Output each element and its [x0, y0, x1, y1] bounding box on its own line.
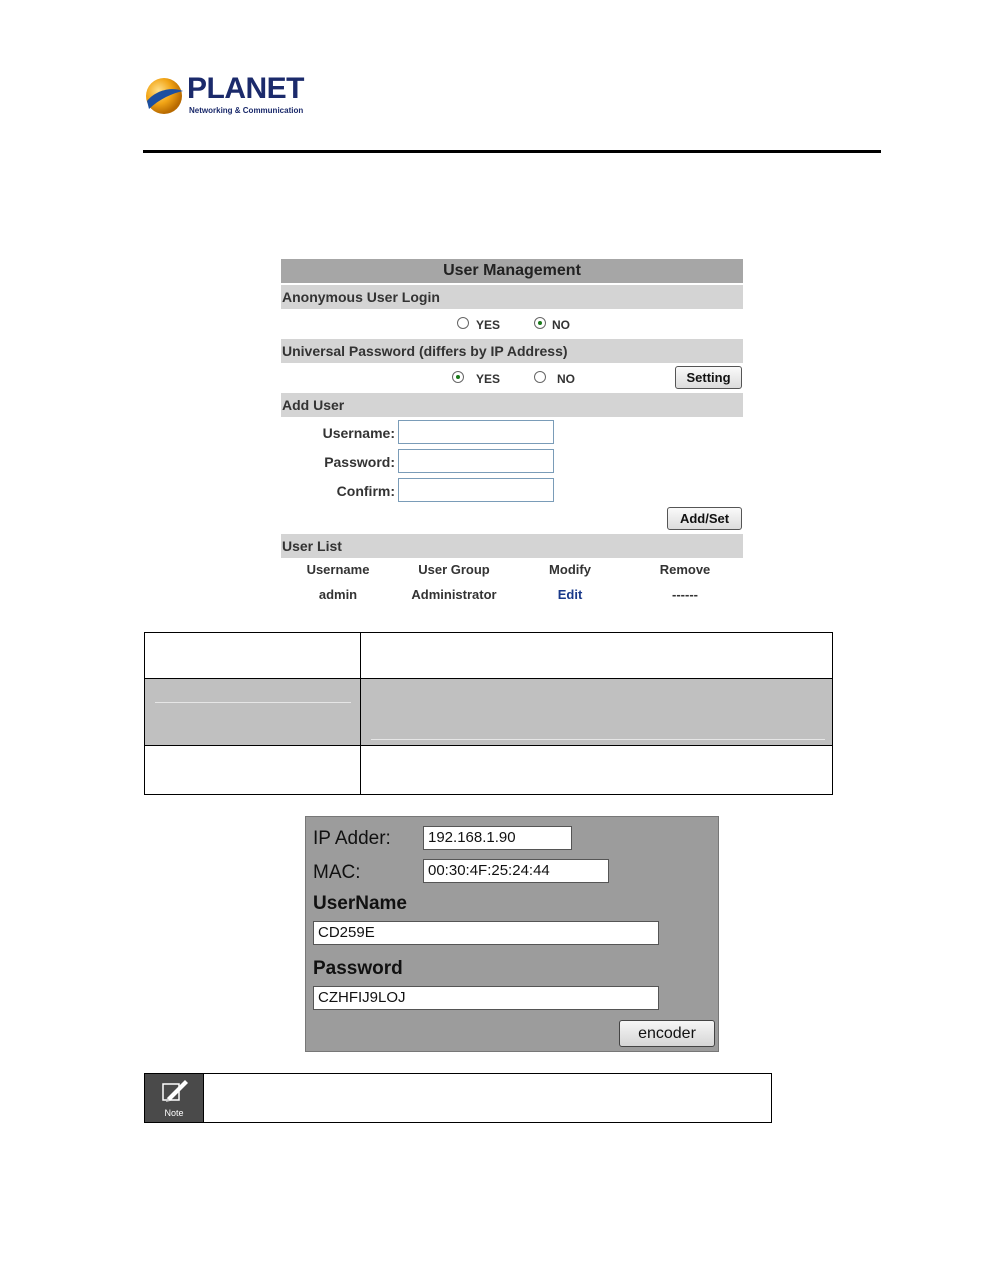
- section-anonymous-login: [281, 285, 743, 309]
- edit-user-link[interactable]: Edit: [557, 587, 583, 602]
- encoder-button[interactable]: encoder: [619, 1020, 715, 1047]
- pencil-icon: [145, 1074, 203, 1110]
- table-cell: [145, 633, 361, 678]
- section-label: User List: [282, 538, 342, 554]
- header-divider: [143, 150, 881, 153]
- table-row: [145, 633, 832, 678]
- password-label: Password:: [324, 454, 395, 470]
- confirm-label: Confirm:: [336, 483, 395, 499]
- ip-input[interactable]: 192.168.1.90: [423, 826, 572, 850]
- universal-no-radio[interactable]: [534, 371, 546, 383]
- anonymous-yes-radio[interactable]: [457, 317, 469, 329]
- username-input[interactable]: [398, 420, 554, 444]
- brand-name: PLANET: [187, 72, 304, 105]
- add-set-button[interactable]: Add/Set: [667, 507, 742, 530]
- cell-divider: [371, 739, 825, 740]
- column-header-user-group: User Group: [418, 562, 490, 577]
- section-label: Anonymous User Login: [282, 289, 440, 305]
- section-label: Add User: [282, 397, 345, 413]
- encoder-username-input[interactable]: CD259E: [313, 921, 659, 945]
- description-table: [144, 632, 833, 795]
- row-user-group: Administrator: [411, 587, 497, 602]
- section-add-user: [281, 393, 743, 417]
- confirm-input[interactable]: [398, 478, 554, 502]
- username-label: Username:: [322, 425, 395, 441]
- universal-yes-label: YES: [476, 372, 501, 386]
- note-box: [144, 1073, 772, 1123]
- panel-title: User Management: [281, 259, 743, 283]
- anonymous-yes-label: YES: [476, 318, 501, 332]
- note-label: Note: [164, 1108, 184, 1118]
- table-cell: [145, 679, 361, 745]
- table-row: [145, 746, 832, 794]
- user-management-panel: [281, 259, 743, 609]
- mac-input[interactable]: 00:30:4F:25:24:44: [423, 859, 609, 883]
- section-label: Universal Password (differs by IP Address): [282, 343, 568, 359]
- table-row: [145, 678, 832, 746]
- planet-logo-globe-icon: [143, 75, 185, 117]
- column-header-username: Username: [306, 562, 370, 577]
- password-label: Password: [313, 958, 403, 979]
- universal-yes-radio[interactable]: [452, 371, 464, 383]
- section-universal-password: [281, 339, 743, 363]
- brand-tagline: Networking & Communication: [189, 106, 304, 115]
- section-user-list: [281, 534, 743, 558]
- column-header-remove: Remove: [659, 562, 711, 577]
- password-input[interactable]: [398, 449, 554, 473]
- encoder-panel: [305, 816, 719, 1052]
- note-icon: [145, 1074, 204, 1122]
- column-header-modify: Modify: [549, 562, 591, 577]
- row-username: admin: [318, 587, 358, 602]
- row-remove: ------: [672, 587, 698, 602]
- cell-divider: [155, 702, 351, 703]
- ip-label: IP Adder:: [313, 828, 391, 849]
- anonymous-no-label: NO: [552, 318, 570, 332]
- table-cell: [145, 746, 361, 794]
- universal-no-label: NO: [557, 372, 575, 386]
- setting-button[interactable]: Setting: [675, 366, 742, 389]
- encoder-password-input[interactable]: CZHFIJ9LOJ: [313, 986, 659, 1010]
- mac-label: MAC:: [313, 862, 361, 883]
- username-label: UserName: [313, 893, 407, 914]
- anonymous-no-radio[interactable]: [534, 317, 546, 329]
